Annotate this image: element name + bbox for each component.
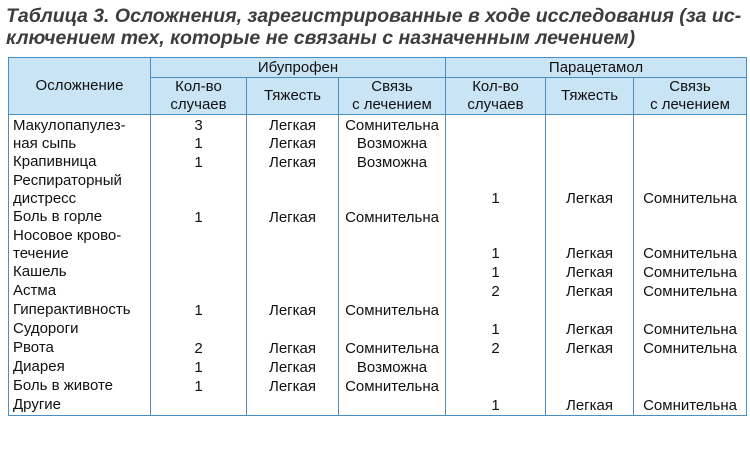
table-row [9, 282, 747, 301]
paracetamol-count-cell: 1 [446, 227, 546, 263]
paracetamol-count-cell [446, 358, 546, 377]
paracetamol-count-cell: 1 [446, 396, 546, 416]
ibuprofen-count-cell: 1 [151, 208, 247, 227]
ibuprofen-severity-cell [247, 396, 339, 416]
ibuprofen-relation-cell: Сомнительна Возможна [339, 115, 446, 154]
header-pa-severity: Тяжесть [546, 78, 634, 115]
paracetamol-relation-cell [634, 153, 747, 172]
complication-name: Боль в горле [9, 208, 151, 227]
ibuprofen-relation-cell [339, 282, 446, 301]
paracetamol-severity-cell [546, 358, 634, 377]
paracetamol-severity-cell [546, 301, 634, 320]
paracetamol-severity-cell [546, 153, 634, 172]
paracetamol-relation-cell [634, 377, 747, 396]
ibuprofen-relation-cell: Сомнительна [339, 339, 446, 358]
ibuprofen-severity-cell: Легкая [247, 301, 339, 320]
ibuprofen-severity-cell: Легкая [247, 208, 339, 227]
complication-name: Рвота [9, 339, 151, 358]
complication-name: Респираторный дистресс [9, 172, 151, 208]
complication-name: Судороги [9, 320, 151, 339]
ibuprofen-count-cell [151, 282, 247, 301]
table-header [9, 58, 747, 115]
ibuprofen-relation-cell: Сомнительна [339, 301, 446, 320]
paracetamol-relation-cell: Сомнительна [634, 320, 747, 339]
paracetamol-count-cell: 1 [446, 263, 546, 282]
ibuprofen-relation-cell: Сомнительна [339, 377, 446, 396]
table-row [9, 115, 747, 154]
complication-name: Другие [9, 396, 151, 416]
ibuprofen-count-cell: 1 [151, 153, 247, 172]
caption-line-1: Таблица 3. Осложнения, зарегистрированные в ходе исследования (за ис- [6, 5, 742, 27]
paracetamol-relation-cell: Сомнительна [634, 282, 747, 301]
paracetamol-severity-cell: Легкая [546, 227, 634, 263]
paracetamol-count-cell: 2 [446, 339, 546, 358]
paracetamol-count-cell [446, 208, 546, 227]
table-row [9, 263, 747, 282]
paracetamol-count-cell [446, 115, 546, 154]
table-row [9, 320, 747, 339]
table-row [9, 172, 747, 208]
ibuprofen-severity-cell: Легкая [247, 339, 339, 358]
ibuprofen-relation-cell [339, 227, 446, 263]
ibuprofen-count-cell: 1 [151, 301, 247, 320]
table-row [9, 339, 747, 358]
ibuprofen-relation-cell [339, 320, 446, 339]
complication-name: Астма [9, 282, 151, 301]
paracetamol-relation-cell: Сомнительна [634, 227, 747, 263]
header-ib-severity: Тяжесть [247, 78, 339, 115]
paracetamol-relation-cell [634, 301, 747, 320]
ibuprofen-severity-cell [247, 282, 339, 301]
paracetamol-count-cell: 1 [446, 320, 546, 339]
ibuprofen-count-cell: 2 [151, 339, 247, 358]
ibuprofen-severity-cell [247, 172, 339, 208]
ibuprofen-severity-cell [247, 263, 339, 282]
complication-name: Макулопапулез- ная сыпь [9, 115, 151, 154]
ibuprofen-severity-cell: Легкая [247, 358, 339, 377]
complication-name: Диарея [9, 358, 151, 377]
paracetamol-relation-cell [634, 115, 747, 154]
ibuprofen-severity-cell: Легкая [247, 153, 339, 172]
header-ib-relation: Связь с лечением [339, 78, 446, 115]
table-row [9, 377, 747, 396]
complication-name: Кашель [9, 263, 151, 282]
paracetamol-severity-cell [546, 208, 634, 227]
paracetamol-severity-cell: Легкая [546, 263, 634, 282]
ibuprofen-relation-cell [339, 263, 446, 282]
paracetamol-severity-cell [546, 377, 634, 396]
table-row [9, 153, 747, 172]
ibuprofen-count-cell [151, 263, 247, 282]
paracetamol-severity-cell: Легкая [546, 172, 634, 208]
paracetamol-severity-cell [546, 115, 634, 154]
ibuprofen-relation-cell [339, 396, 446, 416]
complications-table [8, 57, 747, 416]
paracetamol-severity-cell: Легкая [546, 396, 634, 416]
caption-line-2: ключением тех, которые не связаны с назначенным лечением) [6, 27, 636, 49]
paracetamol-relation-cell: Сомнительна [634, 339, 747, 358]
header-pa-count: Кол-во случаев [446, 78, 546, 115]
ibuprofen-count-cell: 3 1 [151, 115, 247, 154]
ibuprofen-relation-cell: Возможна [339, 153, 446, 172]
paracetamol-severity-cell: Легкая [546, 339, 634, 358]
header-pa-relation: Связь с лечением [634, 78, 747, 115]
paracetamol-count-cell: 1 [446, 172, 546, 208]
header-ibuprofen: Ибупрофен [151, 58, 446, 78]
complication-name: Крапивница [9, 153, 151, 172]
ibuprofen-severity-cell: Легкая [247, 377, 339, 396]
complication-name: Носовое крово- течение [9, 227, 151, 263]
table-caption [6, 5, 741, 49]
paracetamol-count-cell [446, 377, 546, 396]
table-row [9, 358, 747, 377]
header-paracetamol: Парацетамол [446, 58, 747, 78]
ibuprofen-severity-cell: Легкая Легкая [247, 115, 339, 154]
ibuprofen-relation-cell: Возможна [339, 358, 446, 377]
paracetamol-relation-cell: Сомнительна [634, 396, 747, 416]
table-body [9, 115, 747, 416]
paracetamol-relation-cell [634, 358, 747, 377]
header-ib-count: Кол-во случаев [151, 78, 247, 115]
paracetamol-count-cell: 2 [446, 282, 546, 301]
table-row [9, 227, 747, 263]
paracetamol-count-cell [446, 153, 546, 172]
paracetamol-severity-cell: Легкая [546, 320, 634, 339]
table-row [9, 208, 747, 227]
ibuprofen-count-cell: 1 [151, 377, 247, 396]
ibuprofen-relation-cell [339, 172, 446, 208]
complication-name: Гиперактивность [9, 301, 151, 320]
paracetamol-relation-cell: Сомнительна [634, 172, 747, 208]
ibuprofen-severity-cell [247, 227, 339, 263]
paracetamol-relation-cell: Сомнительна [634, 263, 747, 282]
ibuprofen-severity-cell [247, 320, 339, 339]
paracetamol-count-cell [446, 301, 546, 320]
table-row [9, 301, 747, 320]
table-row [9, 396, 747, 416]
ibuprofen-relation-cell: Сомнительна [339, 208, 446, 227]
paracetamol-severity-cell: Легкая [546, 282, 634, 301]
ibuprofen-count-cell: 1 [151, 358, 247, 377]
ibuprofen-count-cell [151, 396, 247, 416]
complication-name: Боль в животе [9, 377, 151, 396]
ibuprofen-count-cell [151, 227, 247, 263]
ibuprofen-count-cell [151, 320, 247, 339]
header-complication: Осложнение [9, 58, 151, 115]
paracetamol-relation-cell [634, 208, 747, 227]
ibuprofen-count-cell [151, 172, 247, 208]
